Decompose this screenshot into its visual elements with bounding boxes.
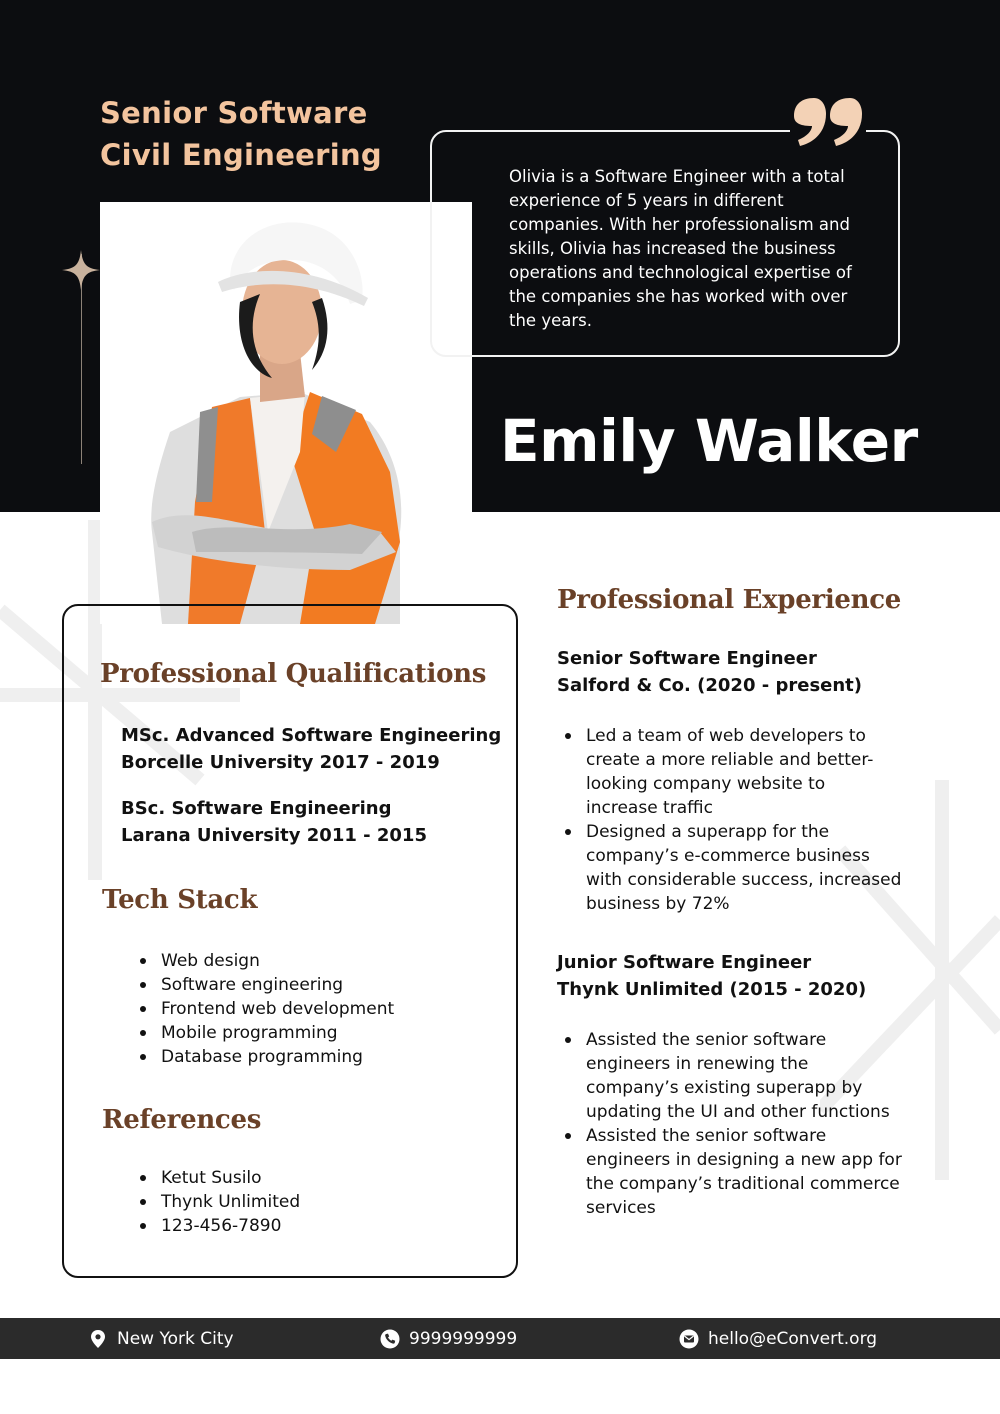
email-text[interactable]: hello@eConvert.org xyxy=(708,1328,878,1349)
references-list xyxy=(137,1166,300,1238)
list-item: Assisted the senior software engineers in renewing the company’s existing superapp by updating the UI and other functions xyxy=(562,1028,902,1124)
role-title-line-1: Senior Software xyxy=(100,96,368,130)
envelope-icon xyxy=(679,1329,699,1349)
contact-location xyxy=(88,1318,234,1359)
role-title-line-2: Civil Engineering xyxy=(100,138,382,172)
list-item: Assisted the senior software engineers in designing a new app for the company’s traditional commerce services xyxy=(562,1124,902,1220)
qualification-item xyxy=(121,795,501,849)
list-item: 123-456-7890 xyxy=(137,1214,300,1238)
map-pin-icon xyxy=(88,1329,108,1349)
list-item: Designed a superapp for the company’s e-commerce business with considerable success, increased business by 72% xyxy=(562,820,902,916)
job-header xyxy=(557,645,937,699)
job-title: Junior Software Engineer xyxy=(557,952,812,973)
qualification-school: Larana University 2011 - 2015 xyxy=(121,825,427,846)
profile-photo xyxy=(100,202,472,624)
tech-stack-heading: Tech Stack xyxy=(102,885,258,915)
qualification-degree: BSc. Software Engineering xyxy=(121,798,392,819)
job-points xyxy=(562,1028,902,1220)
qualification-degree: MSc. Advanced Software Engineering xyxy=(121,725,502,746)
summary-text: Olivia is a Software Engineer with a total experience of 5 years in different companies. With her professionalism and skills, Olivia has increased the business operations and technological expertise of the companies she has worked with over the years. xyxy=(509,167,852,330)
phone-text[interactable]: 9999999999 xyxy=(409,1328,518,1349)
list-item: Web design xyxy=(137,949,394,973)
references-heading: References xyxy=(102,1105,262,1135)
role-title xyxy=(100,92,430,176)
candidate-name: Emily Walker xyxy=(500,407,918,475)
experience-heading: Professional Experience xyxy=(557,585,902,615)
job-title: Senior Software Engineer xyxy=(557,648,817,669)
list-item: Ketut Susilo xyxy=(137,1166,300,1190)
list-item: Mobile programming xyxy=(137,1021,394,1045)
list-item: Thynk Unlimited xyxy=(137,1190,300,1214)
sparkle-icon xyxy=(62,250,100,290)
phone-icon xyxy=(380,1329,400,1349)
job-company: Thynk Unlimited (2015 - 2020) xyxy=(557,979,867,1000)
tech-stack-list xyxy=(137,949,394,1069)
location-text: New York City xyxy=(117,1328,234,1349)
list-item: Database programming xyxy=(137,1045,394,1069)
contact-phone[interactable] xyxy=(380,1318,517,1359)
quote-icon xyxy=(790,96,866,148)
qualifications-heading: Professional Qualifications xyxy=(100,659,487,689)
qualification-school: Borcelle University 2017 - 2019 xyxy=(121,752,440,773)
list-item: Software engineering xyxy=(137,973,394,997)
contact-email[interactable] xyxy=(679,1318,877,1359)
engineer-portrait-illustration xyxy=(100,202,472,624)
job-company: Salford & Co. (2020 - present) xyxy=(557,675,863,696)
contact-footer xyxy=(0,1318,1000,1359)
qualification-item xyxy=(121,722,501,776)
job-points xyxy=(562,724,902,916)
list-item: Led a team of web developers to create a more reliable and better-looking company website to increase traffic xyxy=(562,724,902,820)
list-item: Frontend web development xyxy=(137,997,394,1021)
job-header xyxy=(557,949,937,1003)
